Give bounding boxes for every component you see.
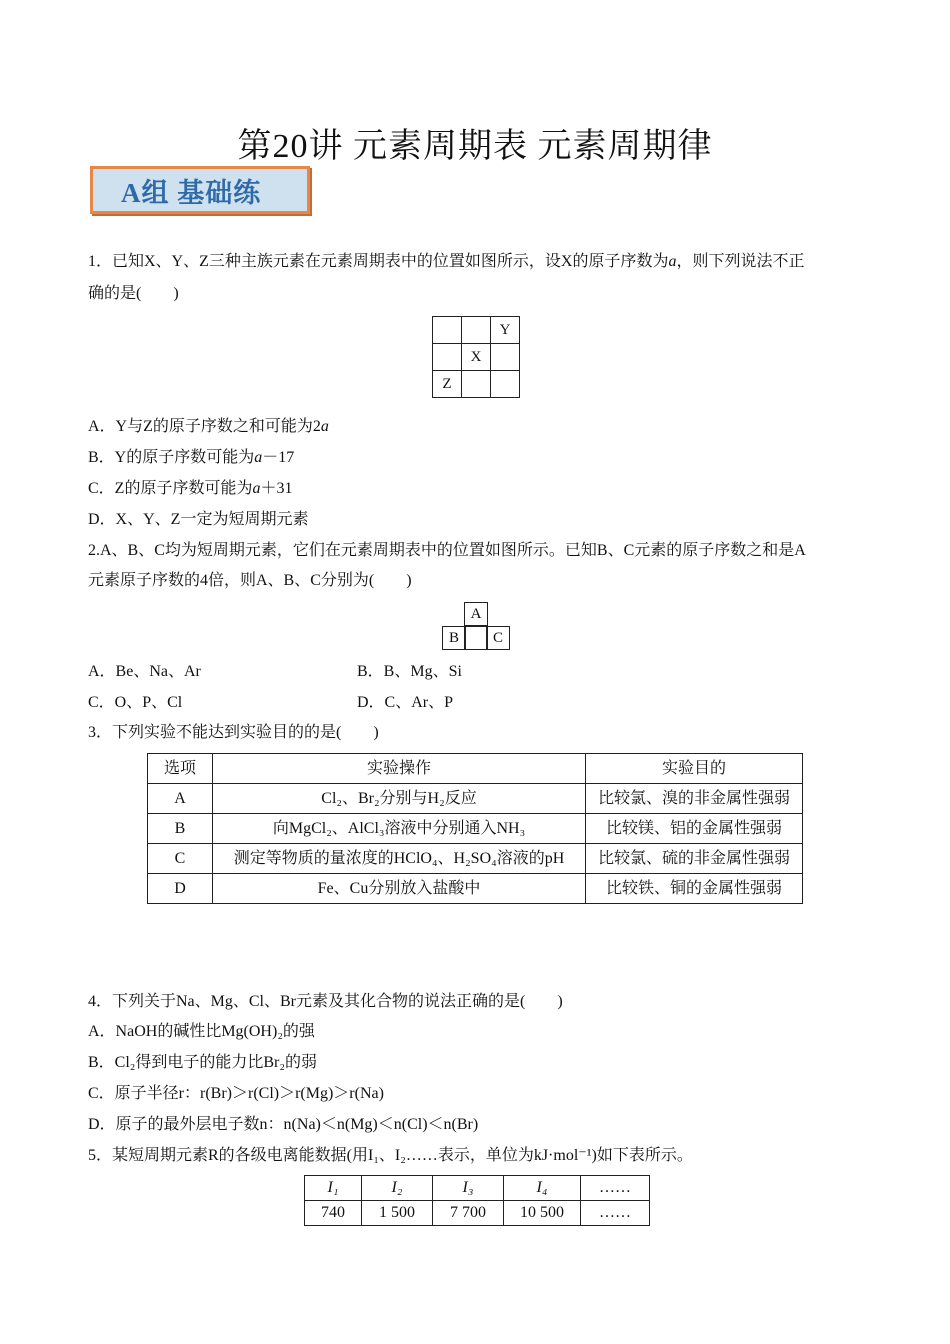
grid-cell <box>462 317 491 344</box>
q1-option-a: A．Y与Z的原子序数之和可能为2a <box>88 418 329 435</box>
q1-stem-line1: 1．已知X、Y、Z三种主族元素在元素周期表中的位置如图所示，设X的原子序数为a，则下列说法不正 <box>88 253 805 270</box>
row-option: B <box>148 814 213 844</box>
table-row <box>148 814 803 844</box>
value-i3: 7 700 <box>433 1201 504 1226</box>
q1-option-c: C．Z的原子序数可能为a＋31 <box>88 480 293 497</box>
value-more: …… <box>581 1201 650 1226</box>
q2-option-c: C．O、P、Cl <box>88 694 183 711</box>
q3-stem: 3．下列实验不能达到实验目的的是( ) <box>88 724 379 741</box>
q5-stem: 5．某短周期元素R的各级电离能数据(用I₁、I₂……表示，单位为kJ·mol⁻¹)如下表所示。 <box>88 1147 693 1164</box>
q4-option-d: D．原子的最外层电子数n：n(Na)＜n(Mg)＜n(Cl)＜n(Br) <box>88 1116 479 1133</box>
grid-cell <box>491 371 520 398</box>
q2-stem-line2: 元素原子序数的4倍，则A、B、C分别为( ) <box>88 572 412 589</box>
row-option: C <box>148 844 213 874</box>
q3-experiment-table <box>147 753 803 904</box>
grid-cell: X <box>462 344 491 371</box>
cell-empty <box>464 626 488 650</box>
grid-cell <box>462 371 491 398</box>
value-i1: 740 <box>305 1201 362 1226</box>
grid-cell <box>433 344 462 371</box>
row-operation: 测定等物质的量浓度的HClO₄、H₂SO₄溶液的pH <box>213 844 586 874</box>
grid-cell: Z <box>433 371 462 398</box>
table-row <box>148 844 803 874</box>
row-option: D <box>148 874 213 904</box>
q2-option-d: D．C、Ar、P <box>357 694 454 711</box>
header-more: …… <box>581 1176 650 1201</box>
cell-c: C <box>486 626 510 650</box>
q1-periodic-grid <box>432 316 520 398</box>
q2-position-diagram <box>442 602 512 650</box>
q1-option-b: B．Y的原子序数可能为a－17 <box>88 449 295 466</box>
header-operation: 实验操作 <box>213 754 586 784</box>
cell-a: A <box>464 602 488 626</box>
page-title: 第20讲 元素周期表 元素周期律 <box>237 128 713 165</box>
row-operation: Fe、Cu分别放入盐酸中 <box>213 874 586 904</box>
table-row <box>148 784 803 814</box>
group-banner <box>90 166 310 214</box>
value-i2: 1 500 <box>362 1201 433 1226</box>
header-purpose: 实验目的 <box>586 754 803 784</box>
q1-stem-line2: 确的是( ) <box>88 285 179 302</box>
q4-option-c: C．原子半径r：r(Br)＞r(Cl)＞r(Mg)＞r(Na) <box>88 1085 384 1102</box>
row-option: A <box>148 784 213 814</box>
q4-option-b: B．Cl₂得到电子的能力比Br₂的弱 <box>88 1054 317 1071</box>
group-label: A组 基础练 <box>121 177 262 208</box>
q2-option-a: A．Be、Na、Ar <box>88 663 201 680</box>
table-header-row <box>148 754 803 784</box>
header-i1: I₁ <box>305 1176 362 1201</box>
header-i2: I₂ <box>362 1176 433 1201</box>
q2-option-b: B．B、Mg、Si <box>357 663 462 680</box>
row-operation: 向MgCl₂、AlCl₃溶液中分别通入NH₃ <box>213 814 586 844</box>
q2-stem-line1: 2.A、B、C均为短周期元素，它们在元素周期表中的位置如图所示。已知B、C元素的原子序数之和是A <box>88 542 806 559</box>
row-purpose: 比较氯、硫的非金属性强弱 <box>586 844 803 874</box>
q4-option-a: A．NaOH的碱性比Mg(OH)₂的强 <box>88 1023 315 1040</box>
row-purpose: 比较铁、铜的金属性强弱 <box>586 874 803 904</box>
header-option: 选项 <box>148 754 213 784</box>
table-row <box>305 1201 650 1226</box>
q4-stem: 4．下列关于Na、Mg、Cl、Br元素及其化合物的说法正确的是( ) <box>88 993 563 1010</box>
grid-cell: Y <box>491 317 520 344</box>
header-i3: I₃ <box>433 1176 504 1201</box>
grid-cell <box>491 344 520 371</box>
row-purpose: 比较镁、铝的金属性强弱 <box>586 814 803 844</box>
header-i4: I₄ <box>504 1176 581 1201</box>
table-row <box>148 874 803 904</box>
grid-cell <box>433 317 462 344</box>
row-operation: Cl₂、Br₂分别与H₂反应 <box>213 784 586 814</box>
row-purpose: 比较氯、溴的非金属性强弱 <box>586 784 803 814</box>
cell-b: B <box>442 626 466 650</box>
table-header-row <box>305 1176 650 1201</box>
value-i4: 10 500 <box>504 1201 581 1226</box>
q1-option-d: D．X、Y、Z一定为短周期元素 <box>88 511 309 528</box>
q5-ionization-table <box>304 1175 650 1226</box>
